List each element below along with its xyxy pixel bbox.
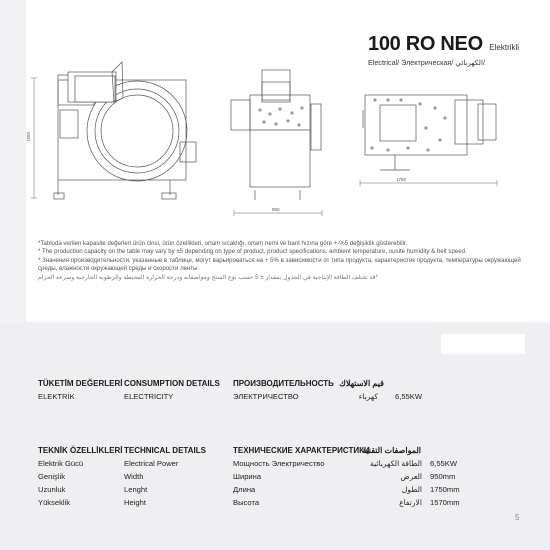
row-value: 950mm — [430, 472, 456, 481]
row-label-tr: Uzunluk — [38, 485, 66, 494]
side-view-drawing — [231, 70, 321, 200]
row-value: 6,55KW — [430, 459, 458, 468]
row-label-en: Height — [124, 498, 146, 507]
technical-header-tr: TEKNİK ÖZELLİKLERİ — [38, 446, 123, 455]
length-dimension: 1750 — [396, 177, 407, 182]
row-label-en: Lenght — [124, 485, 148, 494]
height-dimension: 1550 — [26, 131, 31, 142]
consumption-header-tr: TÜKETİM DEĞERLERİ — [38, 379, 123, 388]
row-label-ru: Мощность Электричество — [233, 459, 325, 468]
row-label-ar: الطاقة الكهربائية — [370, 459, 422, 468]
consumption-header-en: CONSUMPTION DETAILS — [124, 379, 220, 388]
technical-drawings — [0, 0, 550, 240]
note-en: * The production capacity on the table may vary by ±5 depending on type of product, product specifications, ambient temperature, ousite humidity & belt speed. — [38, 248, 467, 256]
top-view-drawing — [363, 95, 496, 170]
technical-header-en: TECHNICAL DETAILS — [124, 446, 206, 455]
technical-header-ar: المواصفات التقنية — [362, 446, 421, 455]
front-view-drawing — [54, 62, 196, 199]
capacity-notes — [38, 240, 528, 282]
row-label-en: Width — [124, 472, 144, 481]
row-label-ar: الطول — [401, 485, 422, 494]
consumption-header-ar: قيم الاستهلاك — [339, 379, 384, 388]
row-label-tr: Yükseklik — [38, 498, 71, 507]
note-ru: * Значения производительности, указанные в таблице, могут варьироваться на + 5% в зависимости от типа продукта, характеристик продукта, температуры окружающей среды, влажности окружающей среды и скорости ленты. — [38, 256, 521, 272]
page-number: 5 — [515, 513, 520, 522]
row-label-ru: Высота — [233, 498, 260, 507]
row-label-en: Electrical Power — [124, 459, 179, 468]
row-label-ar: الارتفاع — [399, 498, 422, 507]
specs-section — [0, 322, 550, 550]
row-value: 1570mm — [430, 498, 460, 507]
product-subtitle: Electrical/ Электрическая/ الكهربائي/ — [368, 58, 485, 67]
row-label-ar: العرض — [400, 472, 422, 481]
row-label-ru: Ширина — [233, 472, 262, 481]
product-title-main: 100 RO NEO — [368, 33, 483, 55]
consumption-value-ar: كهرباء — [358, 392, 378, 401]
row-label-ru: Длина — [233, 485, 256, 494]
consumption-value-en: ELECTRICITY — [124, 392, 174, 401]
row-label-tr: Elektrik Gücü — [38, 459, 84, 468]
row-value: 1750mm — [430, 485, 460, 494]
blank-box — [441, 334, 525, 354]
product-title-suffix: Elektrikli — [489, 43, 520, 52]
row-label-tr: Genişlik — [38, 472, 66, 481]
note-ar: *قد تختلف الطاقة الإنتاجية في الجدول بمقدار ± 5 حسب نوع المنتج ومواصفاته ودرجة الحرارة المحيطة والرطوبة الخارجية وسرعة الحزام — [38, 274, 378, 282]
consumption-header-ru: ПРОИЗВОДИТЕЛЬНОСТЬ — [233, 379, 334, 388]
width-dimension: 950 — [272, 207, 280, 212]
technical-header-ru: ТЕХНИЧЕСКИЕ ХАРАКТЕРИСТИКИ — [233, 446, 370, 455]
consumption-value-ru: ЭЛЕКТРИЧЕСТВО — [233, 392, 299, 401]
consumption-value: 6,55KW — [395, 392, 423, 401]
consumption-value-tr: ELEKTRİK — [38, 392, 75, 401]
note-tr: *Tabloda verilen kapasite değerleri ürün cinsi, ürün özellikleri, ortam sıcaklığı, ortam nemi ve bant hızına göre +-%5 değişiklik gösterebilir. — [38, 240, 408, 247]
